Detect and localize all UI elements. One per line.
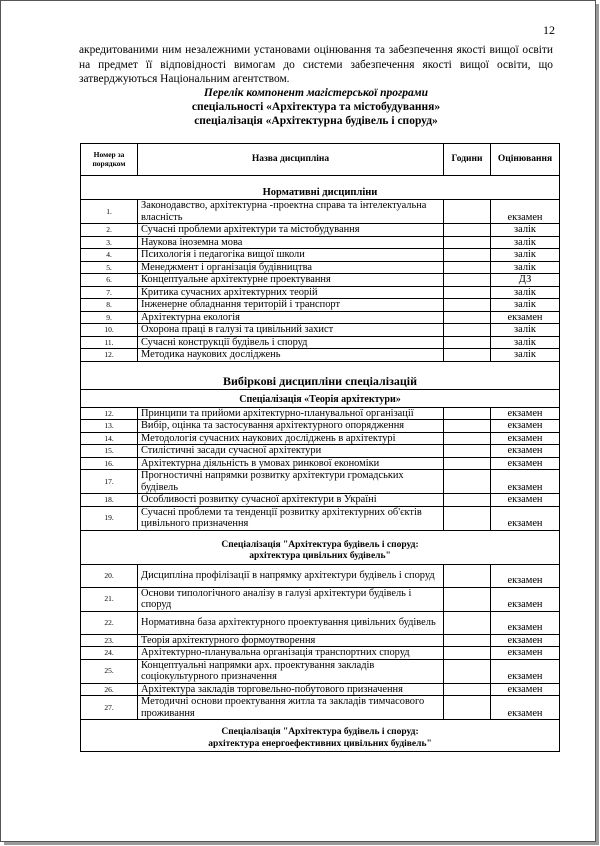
hours-cell <box>444 236 491 249</box>
row-number: 25. <box>81 659 138 683</box>
hours-cell <box>444 564 491 587</box>
grade-cell: екзамен <box>491 420 560 433</box>
section-spec-civil-label: Спеціалізація "Архітектура будівель і споруд: <box>221 539 419 550</box>
grade-cell: екзамен <box>491 311 560 324</box>
table-row <box>81 286 560 299</box>
section-spec-theory <box>81 389 560 407</box>
hours-cell <box>444 324 491 337</box>
discipline-name: Методологія сучасних наукових досліджень в архітектурі <box>138 432 444 445</box>
grade-cell: екзамен <box>491 470 560 494</box>
row-number: 26. <box>81 683 138 696</box>
row-number: 3. <box>81 236 138 249</box>
table-row <box>81 200 560 224</box>
grade-cell: екзамен <box>491 696 560 720</box>
discipline-name: Психологія і педагогіка вищої школи <box>138 249 444 262</box>
hours-cell <box>444 683 491 696</box>
table-row <box>81 224 560 237</box>
intro-paragraph: акредитованими ним незалежними установами оцінювання та забезпечення якості вищої освіти на предмет її відповідності вимогам до системи забезпечення якості вищої освіти, що затверджуються Національним агентством. <box>79 44 553 85</box>
hours-cell <box>444 445 491 458</box>
table-row <box>81 420 560 433</box>
hours-cell <box>444 261 491 274</box>
grade-cell: екзамен <box>491 494 560 507</box>
grade-cell: залік <box>491 349 560 362</box>
discipline-name: Архітектурна екологія <box>138 311 444 324</box>
row-number: 13. <box>81 420 138 433</box>
discipline-name: Інженерне обладнання територій і транспорт <box>138 299 444 312</box>
grade-cell: екзамен <box>491 506 560 530</box>
grade-cell: екзамен <box>491 611 560 634</box>
row-number: 16. <box>81 457 138 470</box>
page-number: 12 <box>543 23 555 37</box>
hours-cell <box>444 647 491 660</box>
discipline-name: Вибір, оцінка та застосування архітектурного опорядження <box>138 420 444 433</box>
grade-cell: залік <box>491 336 560 349</box>
hours-cell <box>444 336 491 349</box>
table-row <box>81 249 560 262</box>
specialty-heading: спеціальності «Архітектура та містобудування» <box>191 101 441 113</box>
hours-cell <box>444 432 491 445</box>
grade-cell: екзамен <box>491 647 560 660</box>
header-hours: Години <box>444 144 491 176</box>
grade-cell: екзамен <box>491 457 560 470</box>
grade-cell: залік <box>491 224 560 237</box>
discipline-name: Законодавство, архітектурна -проектна справа та інтелектуальна власність <box>138 200 444 224</box>
table-row <box>81 611 560 634</box>
row-number: 27. <box>81 696 138 720</box>
grade-cell: залік <box>491 249 560 262</box>
discipline-name: Критика сучасних архітектурних теорій <box>138 286 444 299</box>
section-spec-energy-label: Спеціалізація "Архітектура будівель і споруд: <box>221 727 419 737</box>
table-row <box>81 587 560 611</box>
table-row <box>81 261 560 274</box>
table-row <box>81 470 560 494</box>
discipline-name: Основи типологічного аналізу в галузі архітектури будівель і споруд <box>138 587 444 611</box>
header-name: Назва дисципліна <box>138 144 444 176</box>
hours-cell <box>444 249 491 262</box>
hours-cell <box>444 659 491 683</box>
grade-cell: екзамен <box>491 634 560 647</box>
hours-cell <box>444 274 491 287</box>
row-number: 15. <box>81 445 138 458</box>
discipline-name: Дисципліна профілізації в напрямку архітектури будівель і споруд <box>138 564 444 587</box>
row-number: 18. <box>81 494 138 507</box>
hours-cell <box>444 470 491 494</box>
discipline-name: Особливості розвитку сучасної архітектури в Україні <box>138 494 444 507</box>
row-number: 24. <box>81 647 138 660</box>
table-row <box>81 683 560 696</box>
row-number: 10. <box>81 324 138 337</box>
row-number: 17. <box>81 470 138 494</box>
discipline-name: Концептуальне архітектурне проектування <box>138 274 444 287</box>
table-row <box>81 564 560 587</box>
discipline-name: Сучасні проблеми та тенденції розвитку архітектурних об'єктів цивільного призначення <box>138 506 444 530</box>
hours-cell <box>444 587 491 611</box>
discipline-name: Охорона праці в галузі та цивільний захист <box>138 324 444 337</box>
discipline-name: Менеджмент і організація будівництва <box>138 261 444 274</box>
hours-cell <box>444 200 491 224</box>
table-row <box>81 647 560 660</box>
hours-cell <box>444 224 491 237</box>
grade-cell: залік <box>491 286 560 299</box>
table-row <box>81 274 560 287</box>
hours-cell <box>444 494 491 507</box>
section-spec-theory-label: Спеціалізація «Теорія архітектури» <box>239 394 401 405</box>
grade-cell: залік <box>491 324 560 337</box>
discipline-name: Сучасні конструкції будівель і споруд <box>138 336 444 349</box>
grade-cell: екзамен <box>491 587 560 611</box>
grade-cell: залік <box>491 299 560 312</box>
row-number: 12. <box>81 349 138 362</box>
row-number: 22. <box>81 611 138 634</box>
discipline-name: Принципи та прийоми архітектурно-планувальної організації <box>138 407 444 420</box>
hours-cell <box>444 696 491 720</box>
table-row <box>81 696 560 720</box>
row-number: 9. <box>81 311 138 324</box>
discipline-name: Теорія архітектурного формоутворення <box>138 634 444 647</box>
row-number: 1. <box>81 200 138 224</box>
hours-cell <box>444 407 491 420</box>
row-number: 5. <box>81 261 138 274</box>
hours-cell <box>444 634 491 647</box>
table-row <box>81 659 560 683</box>
table-row <box>81 236 560 249</box>
discipline-name: Концептуальні напрямки арх. проектування закладів соціокультурного призначення <box>138 659 444 683</box>
grade-cell: екзамен <box>491 432 560 445</box>
discipline-name: Методика наукових досліджень <box>138 349 444 362</box>
row-number: 19. <box>81 506 138 530</box>
row-number: 4. <box>81 249 138 262</box>
table-row <box>81 457 560 470</box>
header-number: Номер за порядком <box>81 144 138 176</box>
table-row <box>81 311 560 324</box>
grade-cell: екзамен <box>491 659 560 683</box>
discipline-name: Архітектурна діяльність в умовах ринкової економіки <box>138 457 444 470</box>
grade-cell: екзамен <box>491 200 560 224</box>
row-number: 6. <box>81 274 138 287</box>
section-spec-civil <box>81 530 560 564</box>
section-spec-energy-label: архітектура енергоефективних цивільних будівель" <box>208 738 432 749</box>
section-elective <box>81 361 560 389</box>
discipline-name: Сучасні проблеми архітектури та містобудування <box>138 224 444 237</box>
header-grade: Оцінювання <box>491 144 560 176</box>
table-row <box>81 445 560 458</box>
table-row <box>81 634 560 647</box>
table-row <box>81 407 560 420</box>
table-row <box>81 494 560 507</box>
table-row <box>81 336 560 349</box>
row-number: 21. <box>81 587 138 611</box>
discipline-name: Стилістичні засади сучасної архітектури <box>138 445 444 458</box>
grade-cell: ДЗ <box>491 274 560 287</box>
table-row <box>81 432 560 445</box>
grade-cell: екзамен <box>491 564 560 587</box>
row-number: 12. <box>81 407 138 420</box>
row-number: 23. <box>81 634 138 647</box>
curriculum-table <box>80 143 560 752</box>
hours-cell <box>444 611 491 634</box>
row-number: 7. <box>81 286 138 299</box>
table-row <box>81 324 560 337</box>
table-row <box>81 299 560 312</box>
hours-cell <box>444 349 491 362</box>
discipline-name: Нормативна база архітектурного проектування цивільних будівель <box>138 611 444 634</box>
hours-cell <box>444 311 491 324</box>
discipline-name: Архітектурно-планувальна організація транспортних споруд <box>138 647 444 660</box>
grade-cell: екзамен <box>491 683 560 696</box>
row-number: 2. <box>81 224 138 237</box>
list-heading: Перелік компонент магістерської програми <box>203 87 429 99</box>
row-number: 8. <box>81 299 138 312</box>
section-spec-civil-label: архітектура цивільних будівель" <box>249 551 391 561</box>
table-row <box>81 506 560 530</box>
grade-cell: екзамен <box>491 445 560 458</box>
grade-cell: екзамен <box>491 407 560 420</box>
hours-cell <box>444 506 491 530</box>
hours-cell <box>444 299 491 312</box>
grade-cell: залік <box>491 261 560 274</box>
discipline-name: Прогностичні напрямки розвитку архітектури громадських будівель <box>138 470 444 494</box>
grade-cell: залік <box>491 236 560 249</box>
discipline-name: Методичні основи проектування житла та закладів тимчасового проживання <box>138 696 444 720</box>
discipline-name: Наукова іноземна мова <box>138 236 444 249</box>
section-normative <box>81 176 560 200</box>
section-spec-energy <box>81 720 560 752</box>
hours-cell <box>444 420 491 433</box>
hours-cell <box>444 286 491 299</box>
row-number: 11. <box>81 336 138 349</box>
row-number: 20. <box>81 564 138 587</box>
hours-cell <box>444 457 491 470</box>
section-normative-label: Нормативні дисципліни <box>262 186 378 198</box>
row-number: 14. <box>81 432 138 445</box>
section-elective-label: Вибіркові дисципліни спеціалізацій <box>222 374 418 388</box>
table-row <box>81 349 560 362</box>
specialization-heading: спеціалізація «Архітектурна будівель і споруд» <box>194 115 438 127</box>
discipline-name: Архітектура закладів торговельно-побутового призначення <box>138 683 444 696</box>
